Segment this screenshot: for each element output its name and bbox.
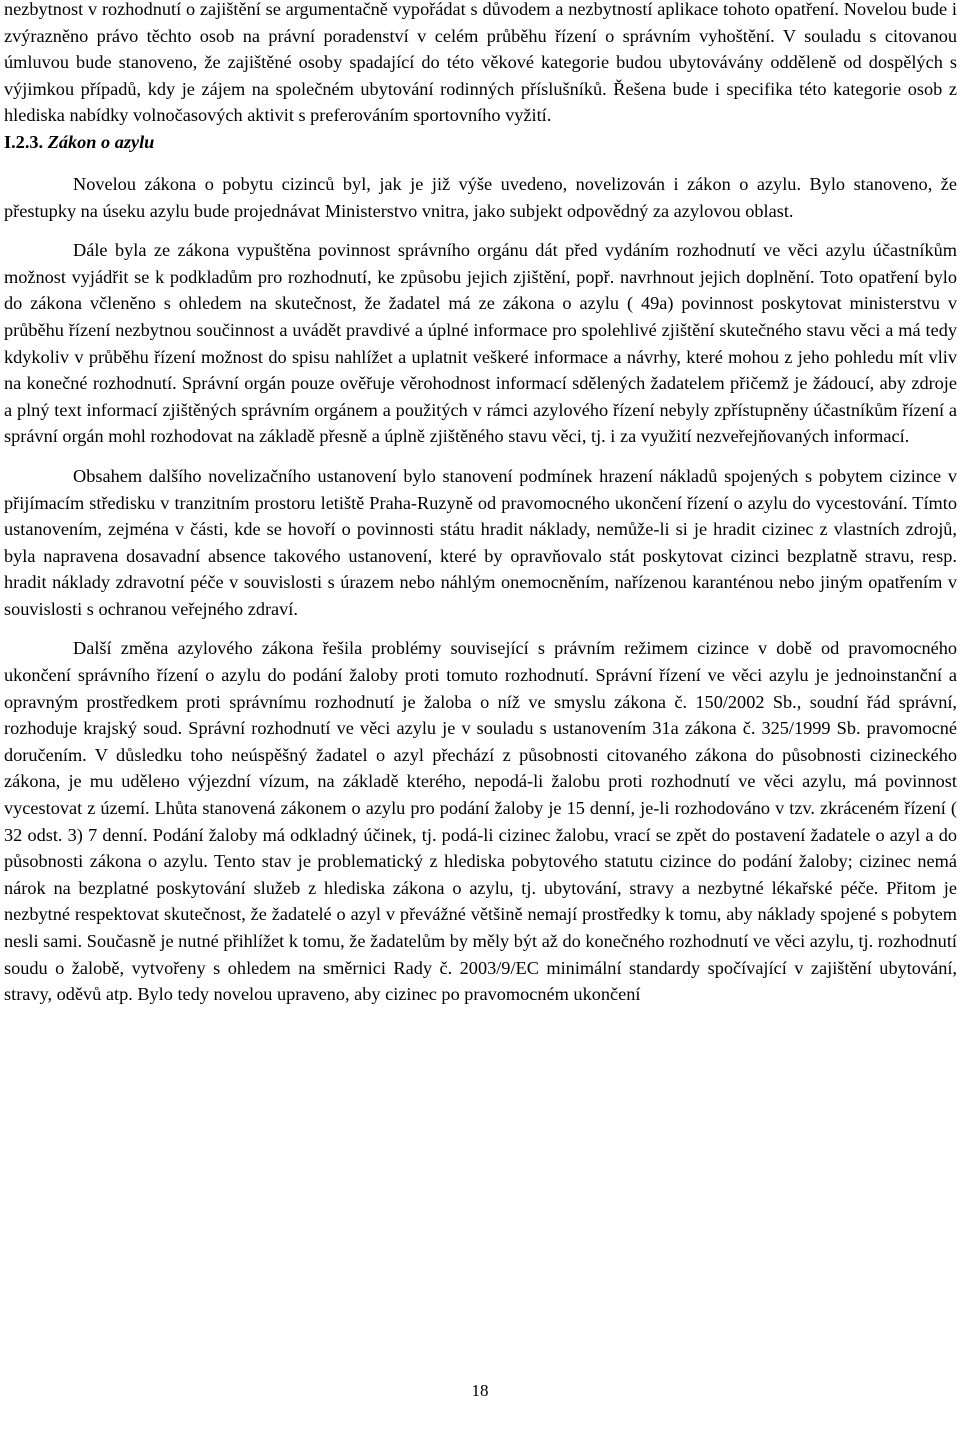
- paragraph: Obsahem dalšího novelizačního ustanovení bylo stanovení podmínek hrazení nákladů spojených s pobytem cizince v přijímacím středisku v tranzitním prostoru letiště Praha-Ruzyně od pravomocného ukončení řízení o azylu do vycestování. Tímto ustanovením, zejména v části, kde se hovoří o povinnosti státu hradit náklady, nemůže-li si je hradit cizinec z vlastních zdrojů, byla napravena dosavadní absence takového ustanovení, které by opravňovalo stát poskytovat cizinci bezplatně stravu, resp. hradit náklady zdravotní péče v souvislosti s úrazem nebo náhlým onemocněním, nařízenou karanténou nebo jiným opatřením v souvislosti s ochranou veřejného zdraví.: [4, 465, 957, 619]
- section-heading: [4, 129, 957, 155]
- paragraph: Dále byla ze zákona vypuštěna povinnost správního orgánu dát před vydáním rozhodnutí ve věci azylu účastníkům možnost vyjádřit se k podkladům pro rozhodnutí, ke způsobu jejich zjištění, popř. navrhnout jejich doplnění. Toto opatření bylo do zákona včleněno s ohledem na skutečnost, že žadatel má ze zákona o azylu ( 49a) povinnost poskytovat ministerstvu v průběhu řízení nezbytnou součinnost a uvádět pravdivé a úplné informace pro spolehlivé zjištění skutečného stavu věci a má tedy kdykoliv v průběhu řízení možnost do spisu nahlížet a uplatnit veškeré informace a návrhy, které mohou z jeho pohledu mít vliv na konečné rozhodnutí. Správní orgán pouze ověřuje věrohodnost informací sdělených žadatelem přičemž je žádoucí, aby zdroje a plný text informací zjištěných správním orgánem a použitých v rámci azylového řízení nebyly zpřístupněny účastníkům řízení a správní orgán mohl rozhodovat na základě přesně a úplně zjištěného stavu věci, tj. i za využití nezveřejňovaných informací.: [4, 240, 957, 447]
- paragraph: Další změna azylového zákona řešila problémy související s právním režimem cizince v době od pravomocného ukončení správního řízení o azylu do podání žaloby proti tomuto rozhodnutí. Správní řízení ve věci azylu je jednoinstanční a opravným prostředkem proti správnímu rozhodnutí je žaloba o níž ve smyslu zákona č. 150/2002 Sb., soudní řád správní, rozhoduje krajský soud. Správní rozhodnutí ve věci azylu je v souladu s ustanovením 31a zákona č. 325/1999 Sb. pravomocné doručením. V důsledku toho neúspěšný žadatel o azyl přechází z působnosti citovaného zákona do působnosti cizineckého zákona, je mu udělено výjezdní vízum, na základě kterého, nepodá-li žalobu proti rozhodnutí ve věci azylu, má povinnost vycestovat z území. Lhůta stanovená zákonem o azylu pro podání žaloby je 15 denní, je-li rozhodováno v tzv. zkráceném řízení ( 32 odst. 3) 7 denní. Podání žaloby má odkladný účinek, tj. podá-li cizinec žalobu, vrací se zpět do postavení žadatele o azyl a do působnosti zákona o azylu. Tento stav je problematický z hlediska pobytového statutu cizince do podání žaloby; cizinec nemá nárok na bezplatné poskytování služeb z hlediska zákona o azylu, tj. ubytování, stravy a nezbytné lékařské péče. Přitom je nezbytné respektovat skutečnost, že žadatelé o azyl v převážné většině nemají prostředky k tomu, aby náklady spojené s pobytem nesli sami. Současně je nutné přihlížet k tomu, že žadatelům by měly být až do konečného rozhodnutí ve věci azylu, tj. rozhodnutí soudu o žalobě, vytvořeny s ohledem na směrnici Rady č. 2003/9/EC minimální standardy spočívající v zajištění ubytování, stravy, oděvů atp. Bylo tedy novelou upraveno, aby cizinec po pravomocném ukončení: [4, 638, 957, 1005]
- paragraph: Novelou zákona o pobytu cizinců byl, jak je již výše uvedeno, novelizován i zákon o azylu. Bylo stanoveno, že přestupky na úseku azylu bude projednávat Ministerstvo vnitra, jako subjekt odpovědný za azylovou oblast.: [4, 173, 957, 221]
- section-title: Zákon o azylu: [47, 131, 155, 152]
- paragraph-continued: nezbytnost v rozhodnutí o zajištění se argumentačně vypořádat s důvodem a nezbytností aplikace tohoto opatření. Novelou bude i zvýrazněno právo těchto osob na právní poradenství v celém průběhu řízení o správním vyhoštění. V souladu s citovanou úmluvou bude stanoveno, že zajištěné osoby spadající do této věkové kategorie budou ubytovávány odděleně od dospělých s výjimkou případů, kdy je zájem na společném ubytování rodinných příslušníků. Řešena bude i specifika této kategorie osob z hlediska nabídky volnočasových aktivit s preferováním sportovního vyžití.: [4, 0, 957, 126]
- document-page: [4, 0, 957, 1008]
- section-number: I.2.3.: [4, 131, 44, 152]
- page-number: 18: [471, 1381, 489, 1400]
